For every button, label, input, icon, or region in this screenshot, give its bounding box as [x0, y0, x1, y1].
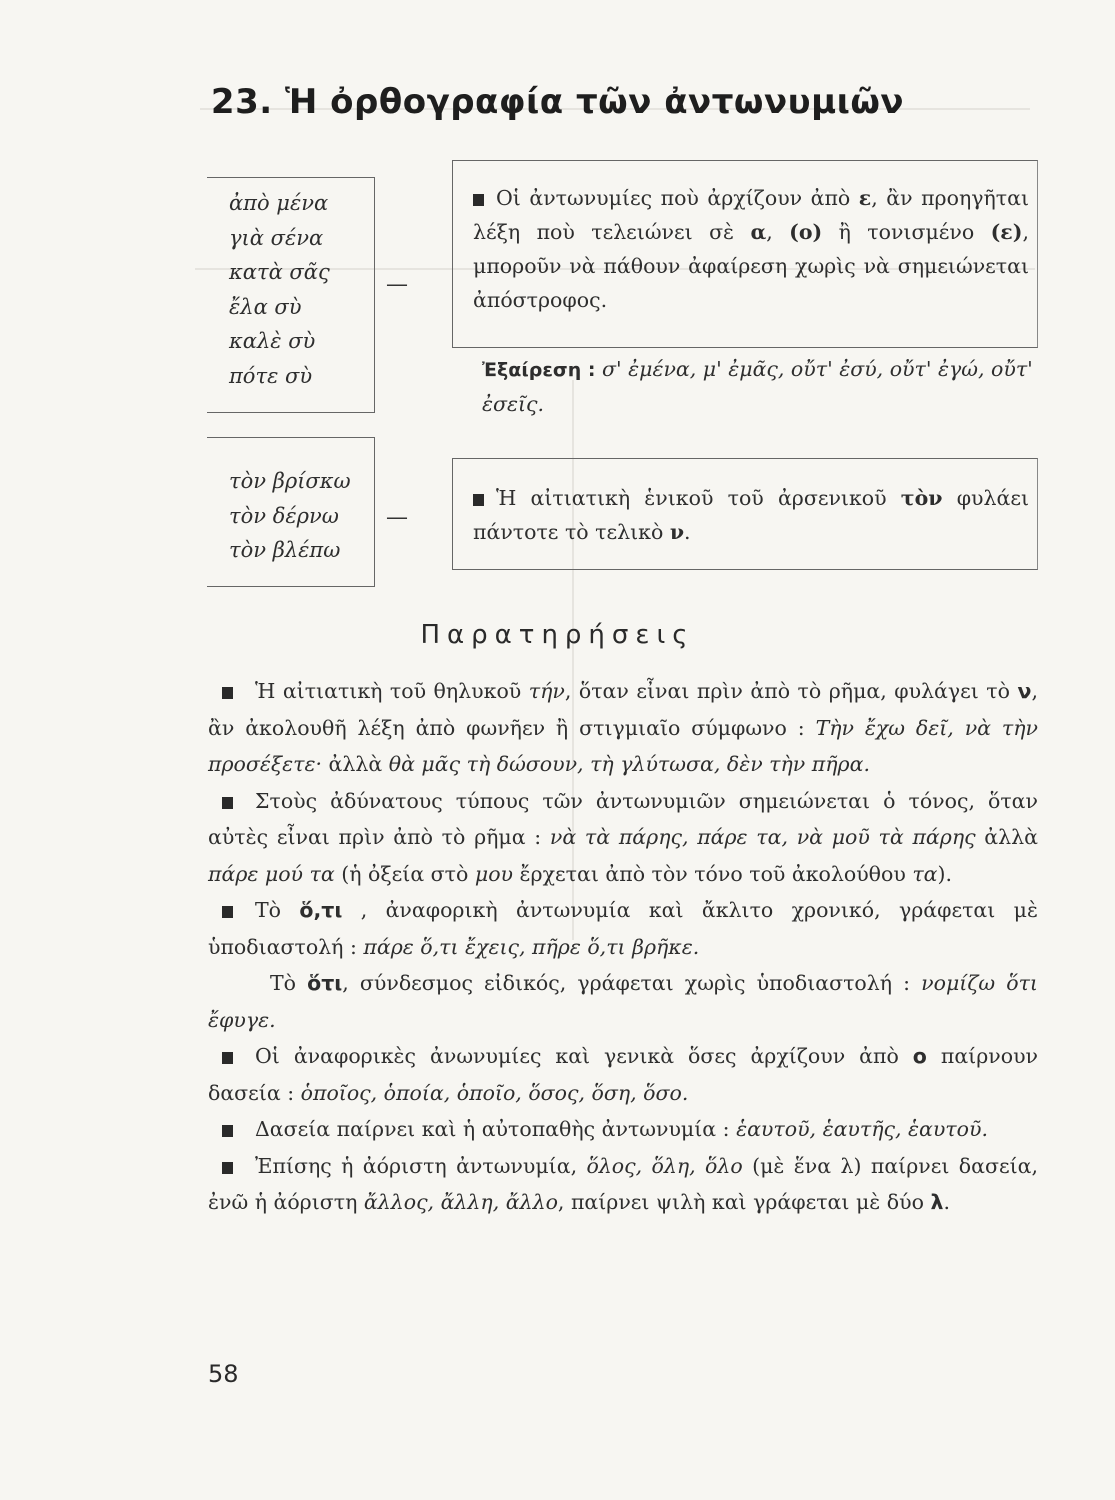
- example-word: ἀπὸ μένα: [229, 191, 329, 215]
- bullet-square-icon: [222, 1052, 233, 1064]
- example-word: ἔλα σὺ: [229, 294, 302, 319]
- exception-forms: σ' ἐμένα, μ' ἐμᾶς, οὔτ' ἐσύ, οὔτ' ἐγώ, οὔτ' ἐσεῖς.: [482, 357, 1033, 416]
- connector-dash: —: [386, 505, 408, 530]
- example-word: τὸν δέρνω: [229, 503, 339, 528]
- observation-item: Οἱ ἀναφορικὲς ἀνωνυμίες καὶ γενικὰ ὅσες ἀρχίζουν ἀπὸ ο παίρνουν δασεία : ὁποῖος, ὁποία, ὁποῖο, ὅσος, ὅση, ὅσο.: [208, 1044, 1038, 1105]
- observation-item: Δασεία παίρνει καὶ ἡ αὐτοπαθὴς ἀντωνυμία : ἑαυτοῦ, ἑαυτῆς, ἑαυτοῦ.: [208, 1111, 1038, 1148]
- bullet-square-icon: [222, 1162, 233, 1174]
- page-title: 23. Ἡ ὀρθογραφία τῶν ἀντωνυμιῶν: [210, 82, 905, 122]
- bullet-square-icon: [473, 194, 484, 206]
- rule-box-2: [452, 458, 1038, 570]
- observations-heading: Παρατηρήσεις: [420, 620, 695, 650]
- example-word: καλὲ σὺ: [229, 329, 316, 353]
- bullet-square-icon: [222, 906, 233, 918]
- observation-item: Ἡ αἰτιατικὴ τοῦ θηλυκοῦ τήν, ὅταν εἶναι πρὶν ἀπὸ τὸ ρῆμα, φυλάγει τὸ ν, ἂν ἀκολουθῆ λέξη ἀπὸ φωνῆεν ἢ στιγμιαῖο σύμφωνο : Τὴν ἔχω δεῖ, νὰ τὴν προσέξετε· ἀλλὰ θὰ μᾶς τὴ δώσουν, τὴ γλύτωσα, δὲν τὴν πῆρα.: [208, 679, 1038, 776]
- bullet-square-icon: [222, 1125, 233, 1137]
- example-word: τὸν βλέπω: [229, 538, 341, 562]
- exception-note: [482, 352, 1038, 421]
- connector-dash: —: [386, 272, 408, 297]
- page-number: 58: [208, 1360, 239, 1388]
- observation-item: Ἐπίσης ἡ ἀόριστη ἀντωνυμία, ὅλος, ὅλη, ὅλο (μὲ ἕνα λ) παίρνει δασεία, ἐνῶ ἡ ἀόριστη ἄλλος, ἄλλη, ἄλλο, παίρνει ψιλὴ καὶ γράφεται μὲ δύο λ.: [208, 1153, 1038, 1214]
- rule-text: Οἱ ἀντωνυμίες ποὺ ἀρχίζουν ἀπὸ ε, ἂν προηγῆται λέξη ποὺ τελειώνει σὲ α, (ο) ἢ τονισμένο (ε), μποροῦν νὰ πάθουν ἀφαίρεση χωρὶς νὰ σημειώνεται ἀπόστροφος.: [473, 186, 1029, 312]
- example-word: γιὰ σένα: [229, 225, 324, 250]
- observation-item: Τὸ ὅτι, σύνδεσμος εἰδικός, γράφεται χωρὶς ὑποδιαστολή : νομίζω ὅτι ἔφυγε.: [208, 971, 1038, 1032]
- bullet-square-icon: [222, 687, 233, 699]
- rule-box-1: [452, 160, 1038, 348]
- example-word: κατὰ σᾶς: [229, 260, 330, 284]
- observation-item: Τὸ ὅ,τι , ἀναφορικὴ ἀντωνυμία καὶ ἄκλιτο χρονικό, γράφεται μὲ ὑποδιαστολή : πάρε ὅ,τι ἔχεις, πῆρε ὅ,τι βρῆκε.: [208, 898, 1038, 959]
- bullet-square-icon: [473, 494, 484, 506]
- exception-label: Ἐξαίρεση :: [482, 359, 596, 381]
- example-word: τὸν βρίσκω: [229, 469, 351, 493]
- observation-item: Στοὺς ἀδύνατους τύπους τῶν ἀντωνυμιῶν σημειώνεται ὁ τόνος, ὅταν αὐτὲς εἶναι πρὶν ἀπὸ τὸ ρῆμα : νὰ τὰ πάρης, πάρε τα, νὰ μοῦ τὰ πάρης ἀλλὰ πάρε μού τα (ἡ ὀξεία στὸ μου ἔρχεται ἀπὸ τὸν τόνο τοῦ ἀκολούθου τα).: [208, 788, 1038, 886]
- bullet-square-icon: [222, 797, 233, 809]
- observations-list: [208, 673, 1038, 1221]
- rule-text: Ἡ αἰτιατικὴ ἑνικοῦ τοῦ ἀρσενικοῦ τὸν φυλάει πάντοτε τὸ τελικὸ ν.: [473, 486, 1030, 544]
- example-list-1: [207, 177, 375, 413]
- example-list-2: [207, 437, 375, 587]
- example-word: πότε σὺ: [229, 363, 313, 388]
